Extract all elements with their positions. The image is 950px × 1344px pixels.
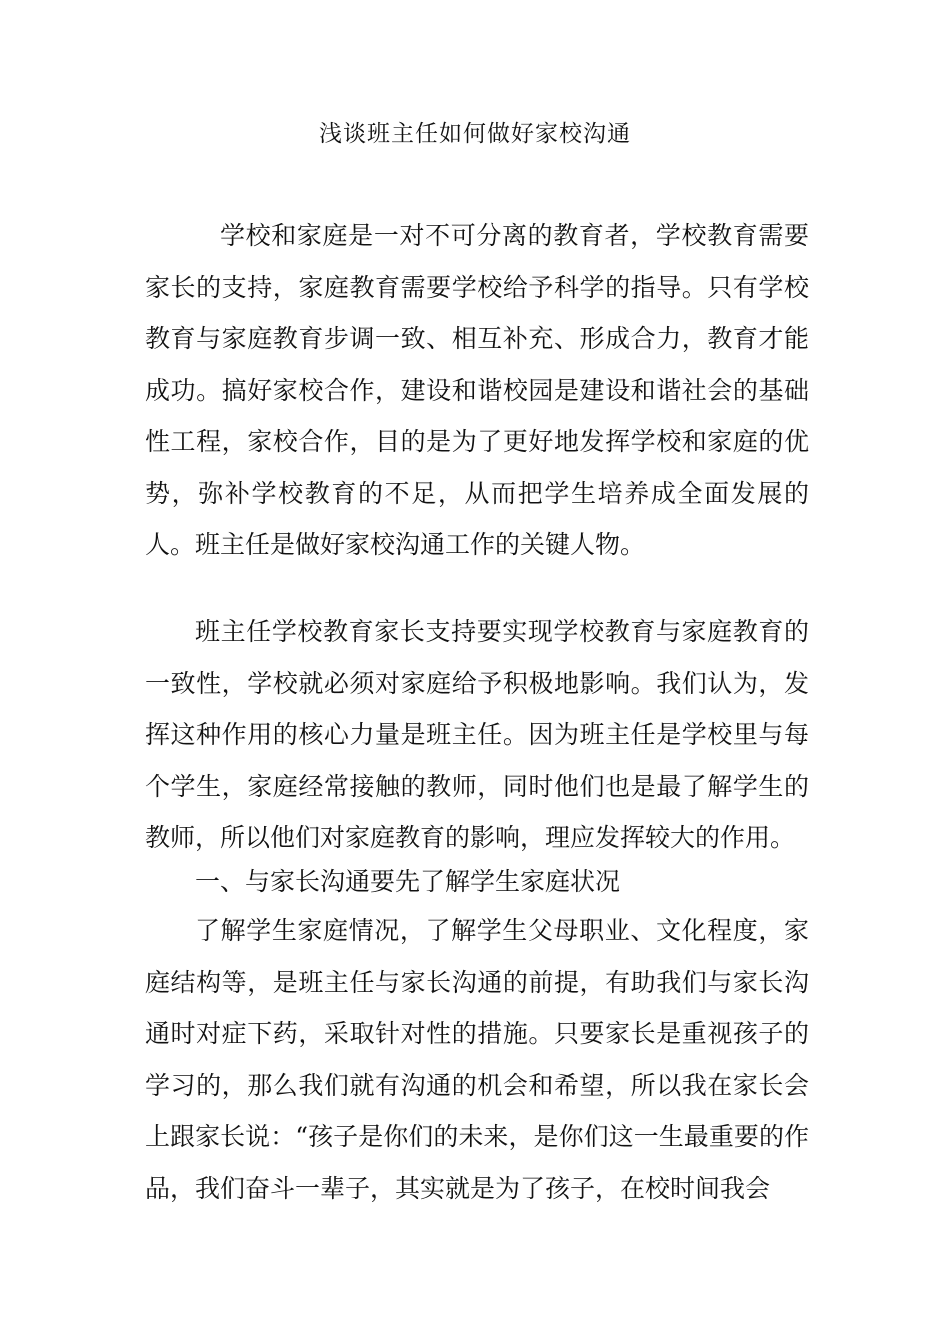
document-title: 浅谈班主任如何做好家校沟通 — [319, 121, 631, 147]
body-paragraph-head-teacher: 班主任学校教育家长支持要实现学校教育与家庭教育的一致性，学校就必须对家庭给予积极地影响。我们认为，发挥这种作用的核心力量是班主任。因为班主任是学校里与每个学生，家庭经常接触的教师，同时他们也是最了解学生的教师，所以他们对家庭教育的影响，理应发挥较大的作用。 — [145, 617, 809, 852]
section-1-paragraph: 了解学生家庭情况，了解学生父母职业、文化程度，家庭结构等，是班主任与家长沟通的前提，有助我们与家长沟通时对症下药，采取针对性的措施。只要家长是重视孩子的学习的，那么我们就有沟通的机会和希望，所以我在家长会上跟家长说：“孩子是你们的未来，是你们这一生最重要的作品，我们奋斗一辈子，其实就是为了孩子，在校时间我会 — [145, 916, 809, 1203]
section-heading-1: 一、与家长沟通要先了解学生家庭状况 — [195, 867, 621, 896]
intro-paragraph: 学校和家庭是一对不可分离的教育者，学校教育需要家长的支持，家庭教育需要学校给予科学的指导。只有学校教育与家庭教育步调一致、相互补充、形成合力，教育才能成功。搞好家校合作，建设和谐校园是建设和谐社会的基础性工程，家校合作，目的是为了更好地发挥学校和家庭的优势，弥补学校教育的不足，从而把学生培养成全面发展的人。班主任是做好家校沟通工作的关键人物。 — [145, 221, 809, 559]
